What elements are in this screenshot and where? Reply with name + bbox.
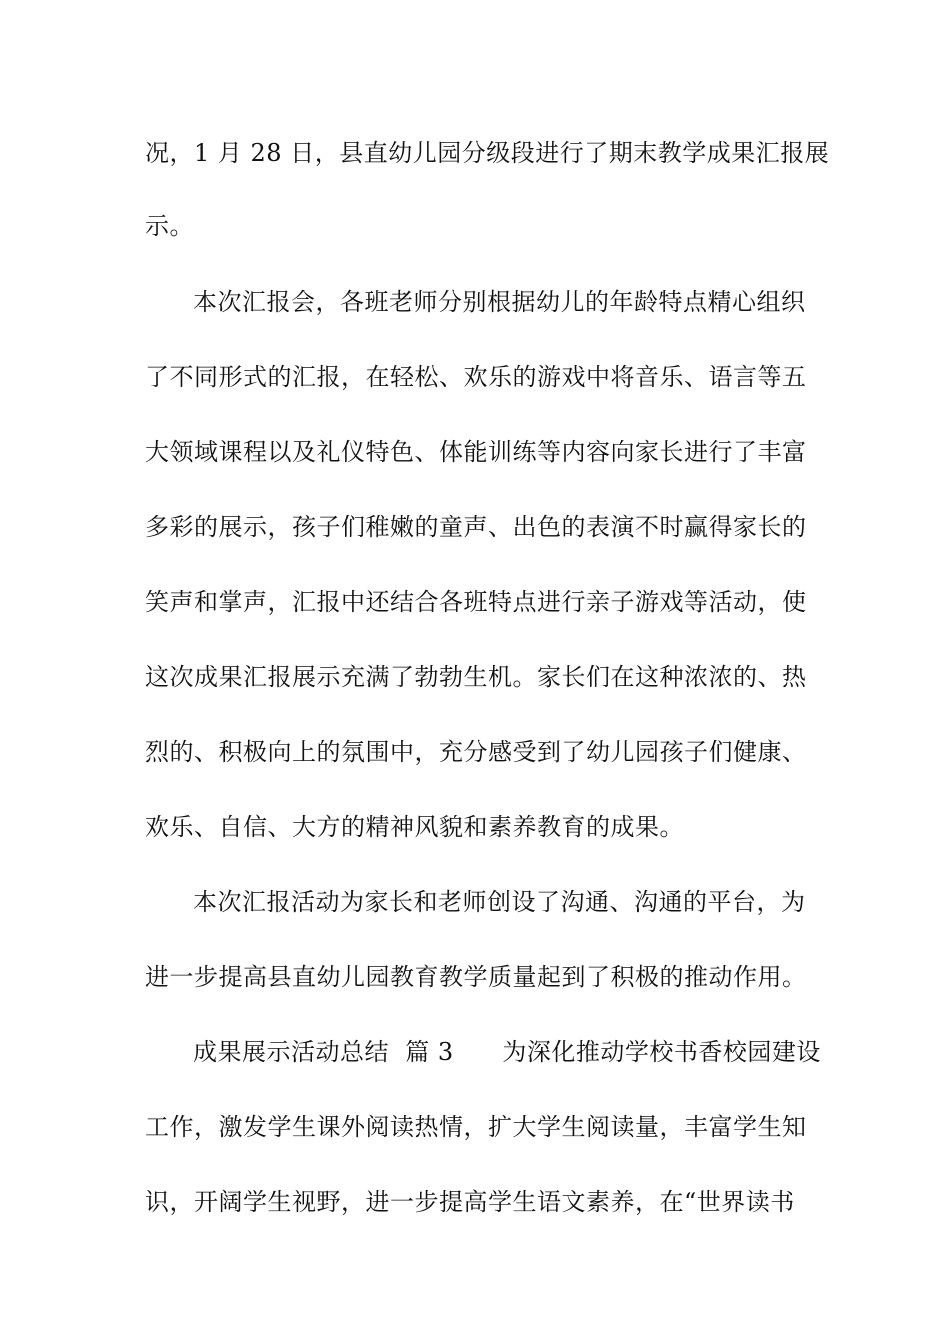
paragraph-start-line: 本次汇报活动为家长和老师创设了沟通、沟通的平台，为 — [193, 888, 806, 916]
text-line: 进一步提高县直幼儿园教育教学质量起到了积极的推动作用。 — [145, 963, 807, 991]
text-line: 烈的、积极向上的氛围中，充分感受到了幼儿园孩子们健康、 — [145, 738, 807, 766]
section-heading-line: 成果展示活动总结 篇 3 为深化推动学校书香校园建设 — [193, 1038, 821, 1066]
text-line: 多彩的展示，孩子们稚嫩的童声、出色的表演不时赢得家长的 — [145, 513, 807, 541]
text-line: 示。 — [145, 212, 194, 240]
text-line: 欢乐、自信、大方的精神风貌和素养教育的成果。 — [145, 813, 684, 841]
text-line: 况，1 月 28 日，县直幼儿园分级段进行了期末教学成果汇报展 — [145, 139, 830, 167]
text-line: 笑声和掌声，汇报中还结合各班特点进行亲子游戏等活动，使 — [145, 588, 807, 616]
paragraph-start-line: 本次汇报会，各班老师分别根据幼儿的年龄特点精心组织 — [193, 288, 806, 316]
text-line: 大领域课程以及礼仪特色、体能训练等内容向家长进行了丰富 — [145, 438, 807, 466]
text-line: 工作，激发学生课外阅读热情，扩大学生阅读量，丰富学生知 — [145, 1113, 807, 1141]
text-line: 了不同形式的汇报，在轻松、欢乐的游戏中将音乐、语言等五 — [145, 363, 807, 391]
text-line: 这次成果汇报展示充满了勃勃生机。家长们在这种浓浓的、热 — [145, 663, 807, 691]
text-line: 识，开阔学生视野，进一步提高学生语文素养，在“世界读书 — [145, 1188, 795, 1216]
